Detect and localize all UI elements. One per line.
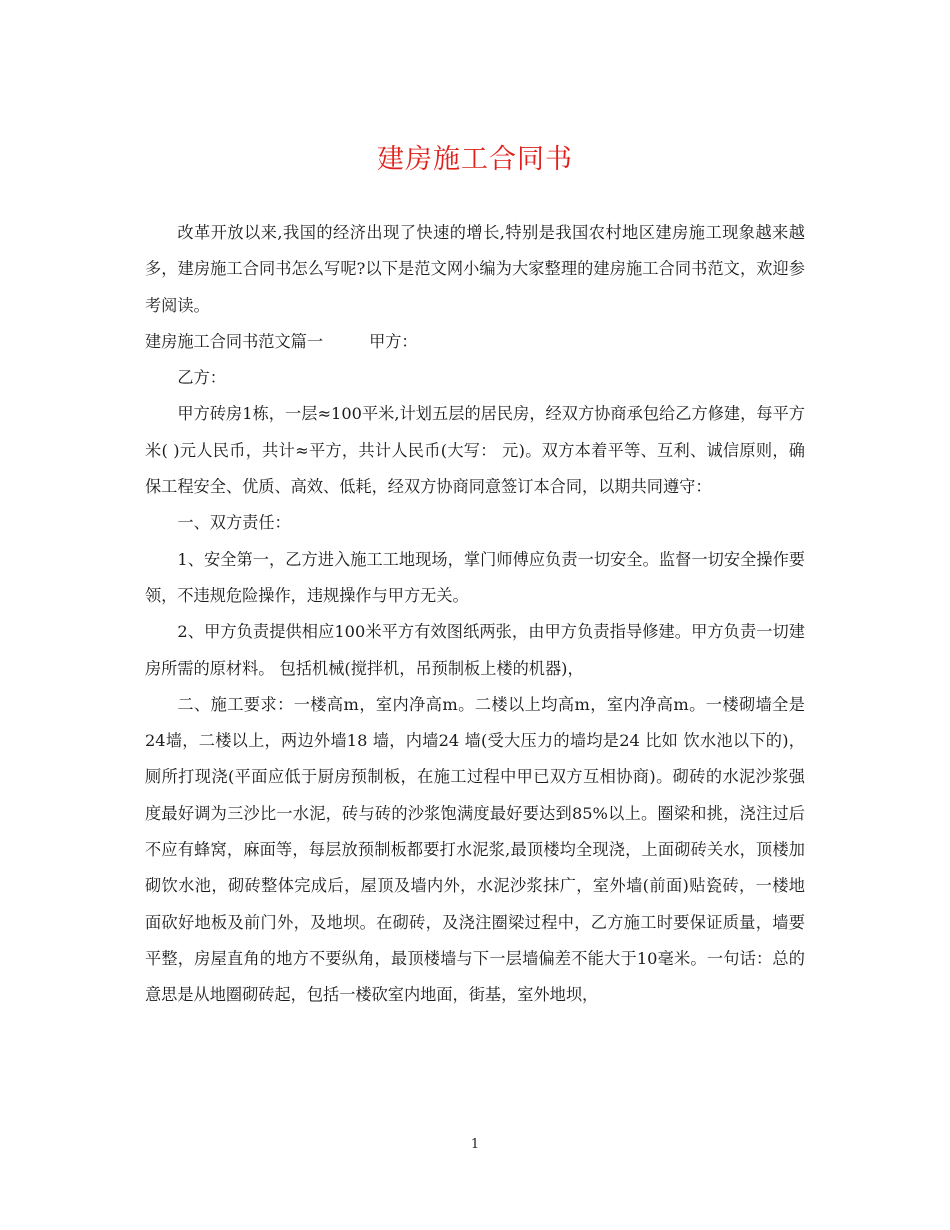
party-b-label: 乙方： [177,368,226,388]
paragraph-2: 一、双方责任： [177,513,291,533]
paragraph-1: 甲方砖房1栋，一层≈100平米,计划五层的居民房，经双方协商承包给乙方修建，每平方米( )元人民币，共计≈平方，共计人民币(大写： 元)。双方本着平等、互利、诚信原则，确保工程安全、优质、高效、低耗，经双方协商同意签订本合同，以期共同遵守： [145,404,805,497]
paragraph-4: 2、甲方负责提供相应100米平方有效图纸两张，由甲方负责指导修建。甲方负责一切建房所需的原材料。 包括机械(搅拌机，吊预制板上楼的机器)， [145,622,805,678]
document-title: 建房施工合同书 [377,144,573,175]
section-heading-line [145,324,805,360]
document-body [145,215,805,1014]
section-heading: 建房施工合同书范文篇一 [145,331,324,351]
paragraph-5: 二、施工要求：一楼高m，室内净高m。二楼以上均高m，室内净高m。一楼砌墙全是24墙，二楼以上，两边外墙18 墙，内墙24 墙(受大压力的墙均是24 比如 饮水池以下的)，厕所打现浇(平面应低于厨房预制板，在施工过程中甲已双方互相协商)。砌砖的水泥沙浆强度最好调为三沙比一水泥，砖与砖的沙浆饱满度最好要达到85%以上。圈梁和挑，浇注过后不应有蜂窝，麻面等，每层放预制板都要打水泥浆,最顶楼均全现浇，上面砌砖关水，顶楼加砌饮水池，砌砖整体完成后，屋顶及墙内外，水泥沙浆抹广，室外墙(前面)贴瓷砖，一楼地面砍好地板及前门外，及地坝。在砌砖，及浇注圈梁过程中，乙方施工时要保证质量，墙要平整，房屋直角的地方不要纵角，最顶楼墙与下一层墙偏差不能大于10毫米。一句话：总的意思是从地圈砌砖起，包括一楼砍室内地面，街基，室外地坝， [145,694,805,1005]
paragraph-3: 1、安全第一，乙方进入施工工地现场，掌门师傅应负责一切安全。监督一切安全操作要领，不违规危险操作，违规操作与甲方无关。 [145,549,805,605]
intro-paragraph: 改革开放以来,我国的经济出现了快速的增长,特别是我国农村地区建房施工现象越来越多，建房施工合同书怎么写呢?以下是范文网小编为大家整理的建房施工合同书范文，欢迎参考阅读。 [145,223,805,315]
party-a-label: 甲方： [369,331,418,351]
page-number: 1 [470,1137,480,1152]
